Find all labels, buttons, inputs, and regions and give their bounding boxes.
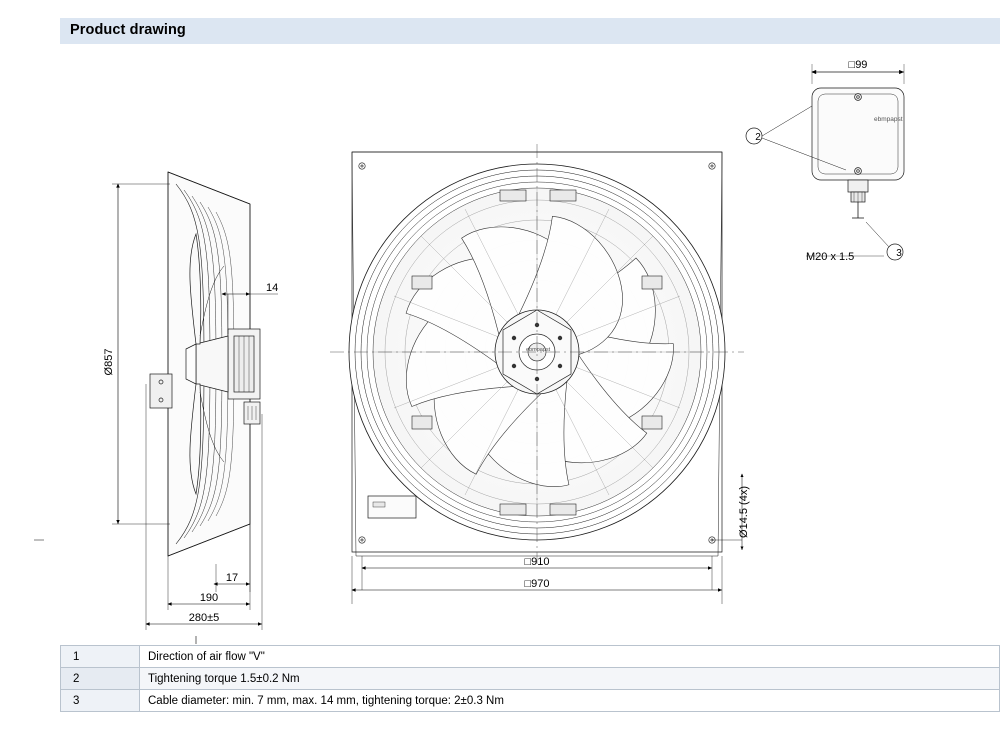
hole-diameter-label: Ø14.5 (4x) bbox=[738, 486, 750, 538]
dim-190-label: 190 bbox=[199, 592, 219, 604]
legend-text: Tightening torque 1.5±0.2 Nm bbox=[140, 668, 1000, 690]
legend-text: Direction of air flow "V" bbox=[140, 646, 1000, 668]
dim-99-label: □99 bbox=[848, 59, 868, 71]
callout-2-label: 2 bbox=[755, 132, 761, 143]
dim-910-label: □910 bbox=[524, 556, 550, 568]
legend-row-2 bbox=[61, 668, 1000, 690]
terminal-box-brand-label: ebmpapst bbox=[874, 116, 903, 123]
dim-970-label: □970 bbox=[524, 578, 550, 590]
technical-drawing bbox=[0, 44, 1000, 644]
legend-text: Cable diameter: min. 7 mm, max. 14 mm, tightening torque: 2±0.3 Nm bbox=[140, 690, 1000, 712]
legend-table bbox=[60, 645, 1000, 712]
thread-label: M20 x 1.5 bbox=[806, 251, 855, 263]
hub-brand-label: ebmpapst bbox=[526, 347, 551, 353]
legend-row-3 bbox=[61, 690, 1000, 712]
legend-number: 1 bbox=[61, 646, 140, 668]
terminal-box-group bbox=[746, 64, 904, 260]
legend-number: 2 bbox=[61, 668, 140, 690]
dim-280-label: 280±5 bbox=[188, 612, 220, 624]
side-view-group bbox=[150, 172, 260, 556]
side-diameter-label: Ø857 bbox=[103, 348, 115, 376]
section-header-band bbox=[60, 18, 1000, 44]
front-view-group bbox=[330, 144, 744, 564]
page-title: Product drawing bbox=[70, 22, 186, 38]
legend-row-1 bbox=[61, 646, 1000, 668]
dim-14-label: 14 bbox=[266, 282, 279, 294]
dim-17-label: 17 bbox=[225, 572, 239, 584]
callout-3-label: 3 bbox=[896, 248, 902, 259]
legend-number: 3 bbox=[61, 690, 140, 712]
